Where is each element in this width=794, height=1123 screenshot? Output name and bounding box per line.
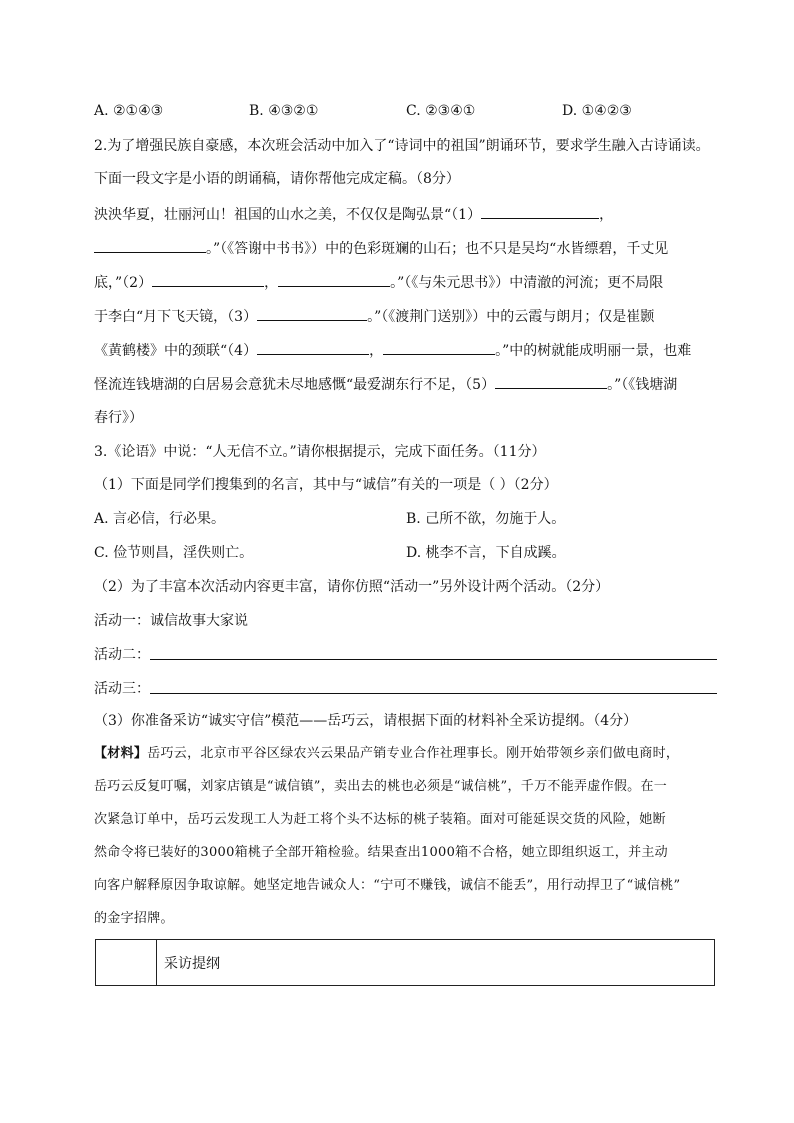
q2-text: ， xyxy=(369,343,384,359)
q2-text: ， xyxy=(264,275,279,291)
material-label: 【材料】 xyxy=(94,746,148,761)
q1-option-c: C. ②③④① xyxy=(406,103,476,119)
interview-outline-table xyxy=(95,939,715,986)
answer-blank-5[interactable] xyxy=(495,374,607,389)
activity-2-label: 活动二： xyxy=(94,647,150,663)
table-cell-empty[interactable] xyxy=(96,940,157,985)
answer-blank-1b[interactable] xyxy=(94,238,206,253)
q1-option-b: B. ④③②① xyxy=(249,103,319,119)
answer-blank-2b[interactable] xyxy=(278,272,390,287)
material-text: 岳巧云，北京市平谷区绿农兴云果品产销专业合作社理事长。刚开始带领乡亲们做电商时， xyxy=(147,746,680,761)
q2-text: 。”（《与朱元思书》）中清澈的河流；更不局限 xyxy=(390,275,664,291)
q2-passage-line-1 xyxy=(94,204,613,225)
q2-text: 于李白“月下飞天镜，（3） xyxy=(94,309,258,325)
q2-text: 。”（《钱塘湖 xyxy=(607,377,678,393)
q2-stem-line-2: 下面一段文字是小语的朗诵稿，请你帮他完成定稿。（8分） xyxy=(94,171,460,187)
q1-option-d: D. ①④②③ xyxy=(562,103,632,119)
answer-blank-4a[interactable] xyxy=(257,340,369,355)
answer-blank-3[interactable] xyxy=(257,306,367,321)
material-line-4: 然命令将已装好的3000箱桃子全部开箱检验。结果查出1000箱不合格，她立即组织返工，并主动 xyxy=(94,845,668,860)
q1-option-a: A. ②①④③ xyxy=(94,103,164,119)
q2-text: 泱泱华夏，壮丽河山！祖国的山水之美，不仅仅是陶弘景“（1） xyxy=(94,207,482,223)
material-line-1 xyxy=(94,744,679,764)
activity-3-answer-line[interactable] xyxy=(150,693,717,694)
q2-passage-line-6 xyxy=(94,374,677,395)
q3-option-b: B. 己所不欲，勿施于人。 xyxy=(406,511,566,527)
q3-sub1: （1）下面是同学们搜集到的名言，其中与“诚信”有关的一项是（ ）（2分） xyxy=(94,477,558,493)
q3-option-c: C. 俭节则昌，淫佚则亡。 xyxy=(94,545,254,561)
q2-text: 。”（《渡荆门送别》）中的云霞与朗月；仅是崔颢 xyxy=(367,309,655,325)
answer-blank-4b[interactable] xyxy=(383,340,495,355)
q2-passage-line-4 xyxy=(94,306,654,327)
material-line-6: 的金字招牌。 xyxy=(94,911,174,926)
q3-stem: 3.《论语》中说：“人无信不立。”请你根据提示，完成下面任务。（11分） xyxy=(94,444,546,460)
table-header-interview-outline: 采访提纲 xyxy=(164,956,220,972)
q2-text: 底，”（2） xyxy=(94,275,153,291)
activity-1: 活动一：诚信故事大家说 xyxy=(94,613,248,629)
material-line-2: 岳巧云反复叮嘱，刘家店镇是“诚信镇”，卖出去的桃也必须是“诚信桃”，千万不能弄虚作假。在一 xyxy=(94,779,668,794)
q1-options xyxy=(94,101,714,121)
q3-option-d: D. 桃李不言，下自成蹊。 xyxy=(406,545,566,561)
answer-blank-2a[interactable] xyxy=(152,272,264,287)
q3-sub2: （2）为了丰富本次活动内容更丰富，请你仿照“活动一”另外设计两个活动。（2分） xyxy=(94,579,610,595)
q2-passage-line-7: 春行》） xyxy=(94,410,143,426)
q2-passage-line-3 xyxy=(94,272,663,293)
q2-stem-line-1: 2.为了增强民族自豪感，本次班会活动中加入了“诗词中的祖国”朗诵环节，要求学生融入古诗诵读。 xyxy=(94,138,710,154)
material-line-3: 次紧急订单中，岳巧云发现工人为赶工将个头不达标的桃子装箱。面对可能延误交货的风险，她断 xyxy=(94,812,666,827)
answer-blank-1a[interactable] xyxy=(481,204,599,219)
q2-passage-line-2 xyxy=(94,238,668,259)
q2-text: 怪流连钱塘湖的白居易会意犹未尽地感慨“最爱湖东行不足，（5） xyxy=(94,377,496,393)
q2-text: 。”（《答谢中书书》）中的色彩斑斓的山石；也不只是吴均“水皆缥碧，千丈见 xyxy=(206,241,669,257)
q3-option-a: A. 言必信，行必果。 xyxy=(94,511,226,527)
material-line-5: 向客户解释原因争取谅解。她坚定地告诫众人：“宁可不赚钱，诚信不能丢”，用行动捍卫了“诚信桃” xyxy=(94,878,681,893)
q2-text: 。”中的树就能成明丽一景，也难 xyxy=(495,343,692,359)
q2-passage-line-5 xyxy=(94,340,691,361)
activity-2-answer-line[interactable] xyxy=(150,659,717,660)
q2-text: ， xyxy=(599,207,614,223)
activity-3-label: 活动三： xyxy=(94,681,150,697)
q2-text: 《黄鹤楼》中的颈联“（4） xyxy=(94,343,258,359)
q3-sub3: （3）你准备采访“诚实守信”模范——岳巧云，请根据下面的材料补全采访提纲。（4分） xyxy=(94,713,638,729)
